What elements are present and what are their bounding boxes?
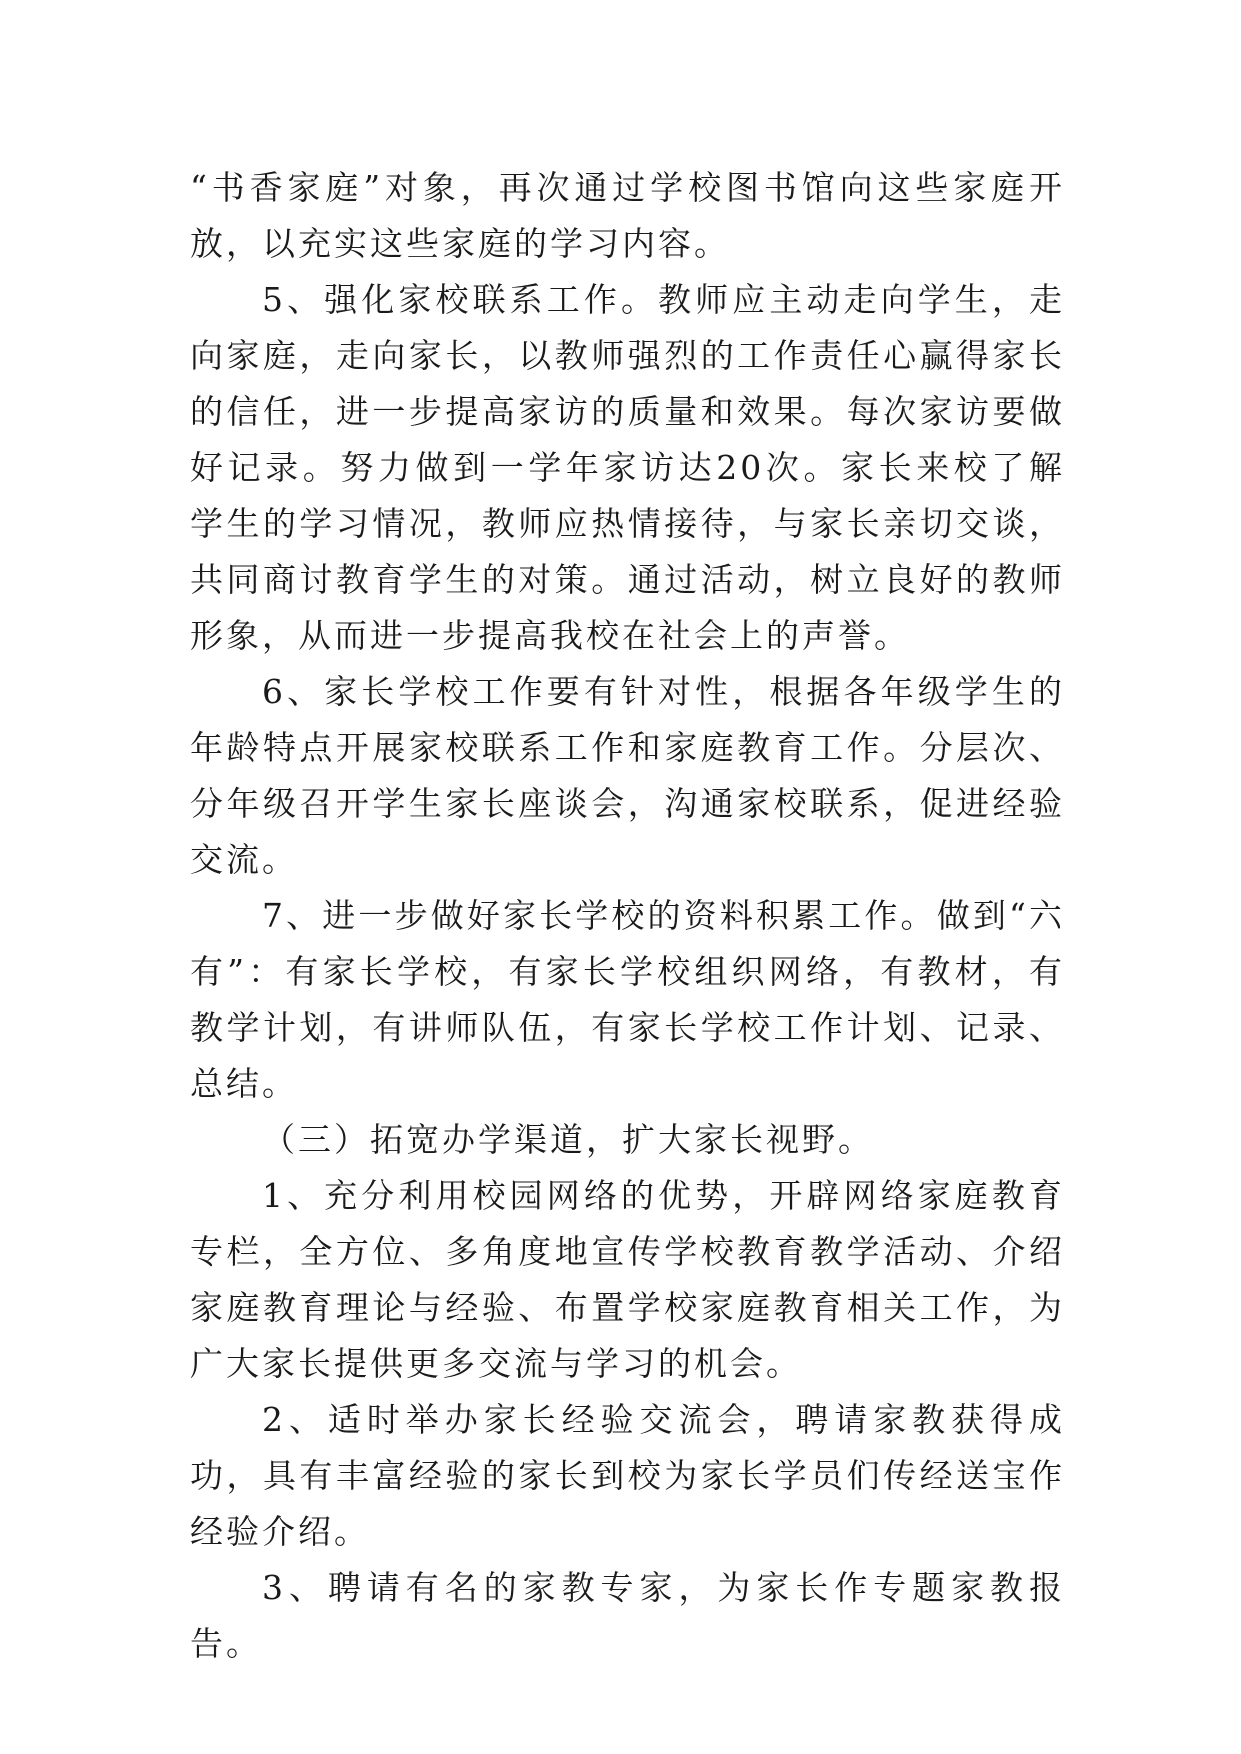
paragraph-item-5: 5、强化家校联系工作。教师应主动走向学生，走向家庭，走向家长，以教师强烈的工作责任心赢得家长的信任，进一步提高家访的质量和效果。每次家访要做好记录。努力做到一学年家访达20次。家长来校了解学生的学习情况，教师应热情接待，与家长亲切交谈，共同商讨教育学生的对策。通过活动，树立良好的教师形象，从而进一步提高我校在社会上的声誉。 <box>190 280 1065 655</box>
document-body <box>190 160 1065 1672</box>
paragraph-item-2: 2、适时举办家长经验交流会，聘请家教获得成功，具有丰富经验的家长到校为家长学员们传经送宝作经验介绍。 <box>190 1400 1065 1551</box>
section-heading-3: （三）拓宽办学渠道，扩大家长视野。 <box>262 1120 874 1159</box>
paragraph-item-1: 1、充分利用校园网络的优势，开辟网络家庭教育专栏，全方位、多角度地宣传学校教育教学活动、介绍家庭教育理论与经验、布置学校家庭教育相关工作，为广大家长提供更多交流与学习的机会。 <box>190 1176 1065 1383</box>
paragraph-item-7: 7、进一步做好家长学校的资料积累工作。做到“六有”：有家长学校，有家长学校组织网络，有教材，有教学计划，有讲师队伍，有家长学校工作计划、记录、总结。 <box>190 896 1065 1103</box>
paragraph-continuation: “书香家庭”对象，再次通过学校图书馆向这些家庭开放，以充实这些家庭的学习内容。 <box>190 168 1065 263</box>
paragraph-item-6: 6、家长学校工作要有针对性，根据各年级学生的年龄特点开展家校联系工作和家庭教育工作。分层次、分年级召开学生家长座谈会，沟通家校联系，促进经验交流。 <box>190 672 1065 879</box>
paragraph-item-3: 3、聘请有名的家教专家，为家长作专题家教报告。 <box>190 1568 1065 1663</box>
